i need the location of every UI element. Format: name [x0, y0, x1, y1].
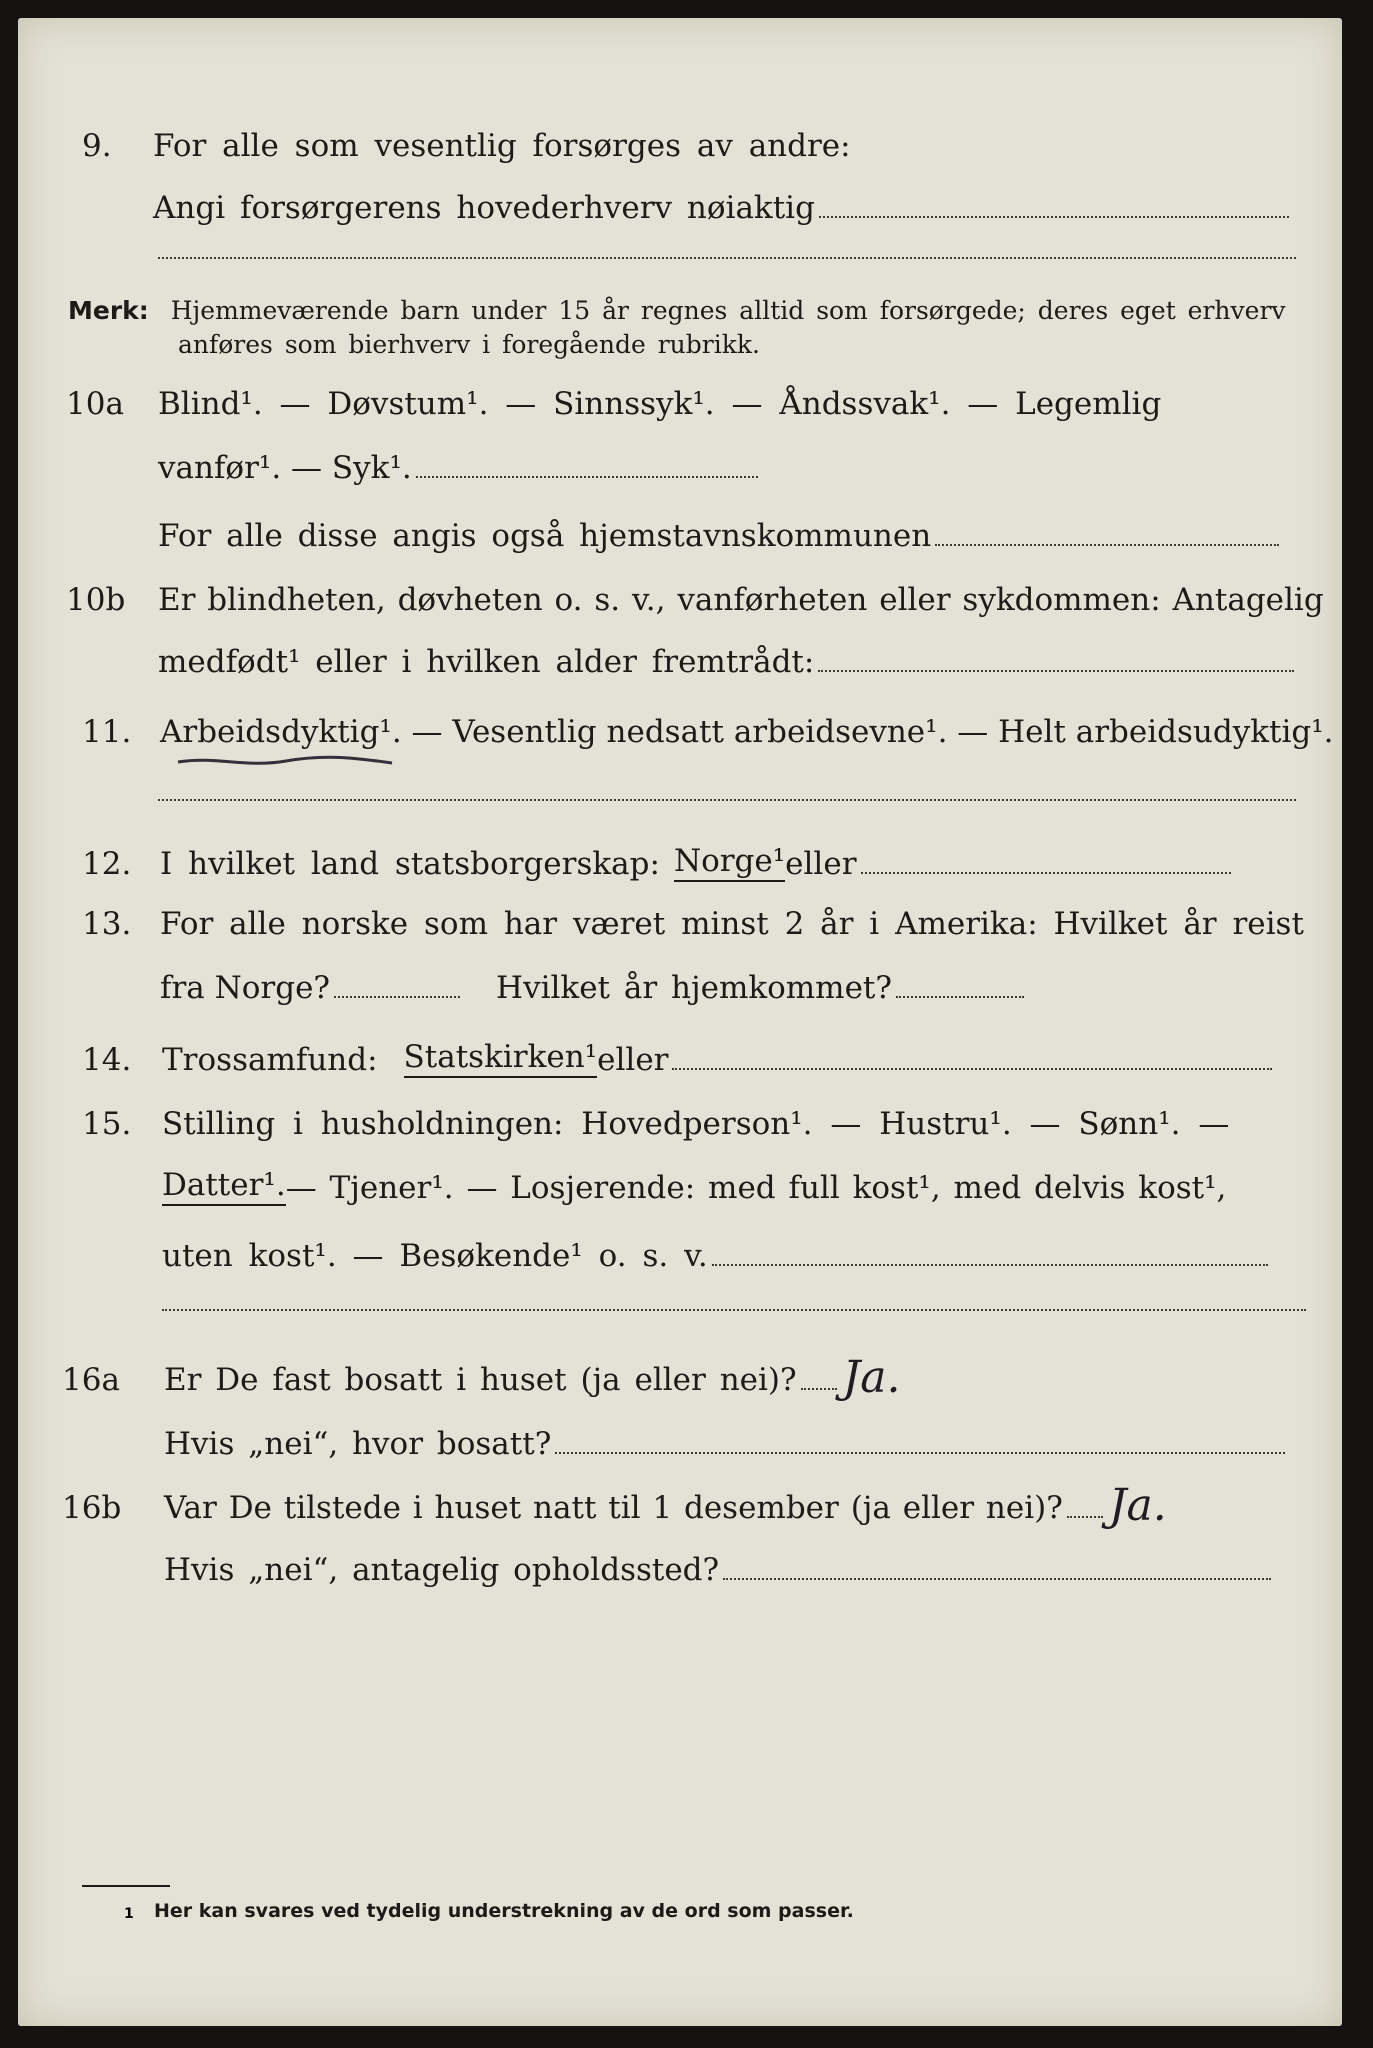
q15-number: 15.	[82, 1106, 132, 1142]
merk-text: Hjemmeværende barn under 15 år regnes alltid som forsørgede; deres eget erhverv	[170, 296, 1286, 325]
q16b-text: Var De tilstede i huset natt til 1 desember (ja eller nei)?	[164, 1490, 1063, 1526]
q10a-number: 10a	[66, 386, 124, 422]
q9-text: For alle som vesentlig forsørges av andre:	[153, 128, 851, 164]
q10b-number: 10b	[66, 582, 126, 618]
q13-line1	[18, 900, 1304, 942]
q15-line3	[18, 1232, 1268, 1274]
q16a-handwritten-answer[interactable]: Ja.	[842, 1352, 901, 1404]
q15-text-2: — Tjener¹. — Losjerende: med full kost¹, med delvis kost¹,	[285, 1170, 1227, 1206]
q10a-kommune-field[interactable]	[935, 543, 1279, 546]
q12-eller: eller	[785, 846, 857, 882]
q15-text-3: uten kost¹. — Besøkende¹ o. s. v.	[162, 1238, 708, 1274]
q16b-line1	[18, 1480, 1167, 1532]
q15-answer-field[interactable]	[712, 1263, 1268, 1266]
q9-number: 9.	[82, 128, 112, 164]
footnote-mark: 1	[124, 1906, 134, 1922]
q10a-line2	[18, 444, 758, 486]
q16a-line2	[18, 1420, 1285, 1462]
q16b-handwritten-answer[interactable]: Ja.	[1108, 1480, 1167, 1532]
q13-text-2b: Hvilket år hjemkommet?	[496, 970, 893, 1006]
q12-number: 12.	[82, 846, 132, 882]
q11-line	[18, 708, 1334, 750]
q16a-answer-lead	[801, 1387, 837, 1390]
q11-hand-underline	[176, 752, 396, 772]
q15-line2	[18, 1164, 1226, 1206]
census-form-page	[18, 18, 1342, 2026]
q13-line2	[18, 964, 1024, 1006]
q16b-text-2: Hvis „nei“, antagelig opholdssted?	[164, 1552, 720, 1588]
q10a-text-3: For alle disse angis også hjemstavnskommunen	[158, 518, 932, 554]
q13-reist-field[interactable]	[334, 995, 460, 998]
q11-text	[160, 714, 1334, 750]
q16b-answer-lead	[1067, 1515, 1103, 1518]
merk-line1	[68, 296, 1286, 325]
q14-option-statskirken[interactable]: Statskirken¹	[404, 1039, 598, 1078]
q13-number: 13.	[82, 906, 132, 942]
q10a-text-2: vanfør¹. — Syk¹.	[158, 450, 412, 486]
q15-text: Stilling i husholdningen: Hovedperson¹. — Hustru¹. — Sønn¹. —	[162, 1106, 1230, 1142]
q14-number: 14.	[82, 1042, 132, 1078]
q9-answer-field-2[interactable]	[158, 256, 1296, 259]
q16a-text-2: Hvis „nei“, hvor bosatt?	[164, 1426, 552, 1462]
q14-text: Trossamfund:	[162, 1042, 378, 1078]
q13-text-2a: fra Norge?	[160, 970, 331, 1006]
q16b-number: 16b	[62, 1490, 122, 1526]
q10b-text-2: medfødt¹ eller i hvilken alder fremtrådt:	[158, 644, 815, 680]
q13-text: For alle norske som har været minst 2 år i Amerika: Hvilket år reist	[160, 906, 1304, 942]
q9-answer-field[interactable]	[819, 215, 1289, 218]
q10a-line1	[18, 380, 1161, 422]
q16a-line1	[18, 1352, 901, 1404]
q15-line1	[18, 1100, 1229, 1142]
q13-hjemkommet-field[interactable]	[896, 995, 1024, 998]
footnote-text: Her kan svares ved tydelig understrekning av de ord som passer.	[154, 1900, 854, 1922]
q10a-line3	[18, 512, 1279, 554]
q11-answer-field[interactable]	[158, 798, 1296, 801]
q10a-text: Blind¹. — Døvstum¹. — Sinnssyk¹. — Åndssvak¹. — Legemlig	[158, 386, 1162, 422]
merk-label: Merk:	[68, 296, 149, 325]
q11-options-rest[interactable]: — Vesentlig nedsatt arbeidsevne¹. — Helt arbeidsudyktig¹.	[401, 714, 1334, 750]
q16a-bosatt-field[interactable]	[555, 1451, 1285, 1454]
q12-line	[18, 840, 1231, 882]
merk-line2: anføres som bierhverv i foregående rubrikk.	[178, 330, 760, 359]
q15-option-datter[interactable]: Datter¹.	[162, 1167, 286, 1206]
q11-number: 11.	[82, 714, 132, 750]
footnote-rule	[82, 1885, 170, 1887]
q9-text-2: Angi forsørgerens hovederhverv nøiaktig	[153, 190, 815, 226]
q14-line	[18, 1036, 1272, 1078]
q16a-text: Er De fast bosatt i huset (ja eller nei)?	[164, 1362, 797, 1398]
q12-text: I hvilket land statsborgerskap:	[160, 846, 660, 882]
q14-answer-field[interactable]	[672, 1067, 1272, 1070]
q10a-answer-field[interactable]	[416, 475, 758, 478]
q12-option-norge[interactable]: Norge¹	[674, 843, 785, 882]
q9-line1	[18, 122, 851, 164]
q10b-line1	[18, 576, 1324, 618]
q9-line2	[18, 184, 1289, 226]
q16a-number: 16a	[62, 1362, 120, 1398]
q16b-line2	[18, 1546, 1271, 1588]
q15-answer-field-2[interactable]	[162, 1308, 1306, 1311]
q16b-opholdssted-field[interactable]	[723, 1577, 1271, 1580]
q10b-line2	[18, 638, 1294, 680]
q14-eller: eller	[597, 1042, 669, 1078]
q12-answer-field[interactable]	[861, 871, 1231, 874]
q10b-answer-field[interactable]	[818, 669, 1294, 672]
q11-option-arbeidsdyktig[interactable]: Arbeidsdyktig¹.	[160, 714, 402, 750]
q10b-text: Er blindheten, døvheten o. s. v., vanførheten eller sykdommen: Antagelig	[158, 582, 1324, 618]
